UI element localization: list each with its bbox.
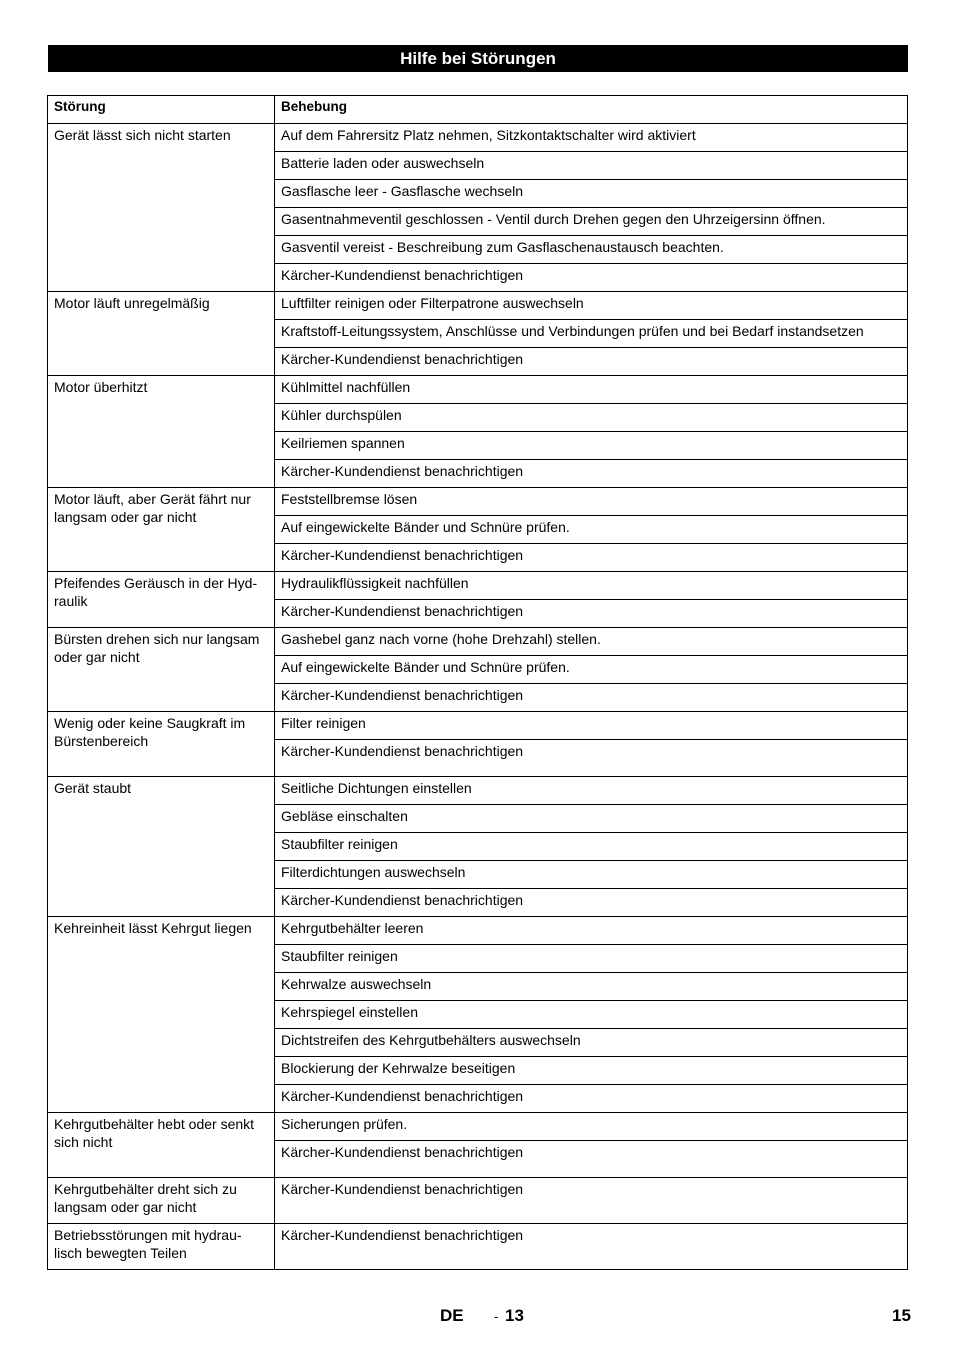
remedy-cell: Filterdichtungen auswechseln [275,861,908,889]
remedy-cell: Kühlmittel nachfüllen [275,376,908,404]
remedy-cell: Seitliche Dichtungen einstellen [275,777,908,805]
remedy-cell: Luftfilter reinigen oder Filterpatrone auswechseln [275,292,908,320]
table-row [48,488,908,516]
fault-cell: Gerät lässt sich nicht starten [48,124,275,292]
remedy-cell: Dichtstreifen des Kehrgutbehälters auswechseln [275,1029,908,1057]
fault-cell: Motor läuft, aber Gerät fährt nur langsam oder gar nicht [48,488,275,572]
fault-cell: Motor überhitzt [48,376,275,488]
fault-cell: Wenig oder keine Saugkraft im Bürstenbereich [48,712,275,777]
remedy-cell: Auf eingewickelte Bänder und Schnüre prüfen. [275,656,908,684]
remedy-cell: Kärcher-Kundendienst benachrichtigen [275,1178,908,1224]
table-row [48,376,908,404]
remedy-cell: Gashebel ganz nach vorne (hohe Drehzahl) stellen. [275,628,908,656]
remedy-cell: Kärcher-Kundendienst benachrichtigen [275,460,908,488]
remedy-cell: Gasventil vereist - Beschreibung zum Gasflaschenaustausch beachten. [275,236,908,264]
fault-cell: Bürsten drehen sich nur langsam oder gar nicht [48,628,275,712]
footer-language: DE [440,1306,464,1325]
table-body [48,124,908,1270]
remedy-cell: Kehrwalze auswechseln [275,973,908,1001]
fault-cell: Motor läuft unregelmäßig [48,292,275,376]
section-title-bar [48,45,908,72]
table-row [48,917,908,945]
table-header-row [48,96,908,124]
remedy-cell: Staubfilter reinigen [275,833,908,861]
page-title: Hilfe bei Störungen [400,48,556,68]
remedy-cell: Batterie laden oder auswechseln [275,152,908,180]
table-row [48,712,908,740]
remedy-cell: Kühler durchspülen [275,404,908,432]
remedy-cell: Blockierung der Kehrwalze beseitigen [275,1057,908,1085]
table-row [48,1224,908,1270]
table-row [48,1178,908,1224]
remedy-cell: Staubfilter reinigen [275,945,908,973]
remedy-cell: Kärcher-Kundendienst benachrichtigen [275,544,908,572]
fault-cell: Pfeifendes Geräusch in der Hyd-raulik [48,572,275,628]
column-header-remedy: Behebung [275,96,908,124]
remedy-cell: Kärcher-Kundendienst benachrichtigen [275,889,908,917]
footer-dash: - [494,1309,499,1324]
remedy-cell: Gasflasche leer - Gasflasche wechseln [275,180,908,208]
table-row [48,628,908,656]
remedy-cell: Keilriemen spannen [275,432,908,460]
footer-section-page: 13 [505,1306,524,1325]
column-header-fault: Störung [48,96,275,124]
remedy-cell: Kraftstoff-Leitungssystem, Anschlüsse und Verbindungen prüfen und bei Bedarf instandsetzen [275,320,908,348]
remedy-cell: Kärcher-Kundendienst benachrichtigen [275,740,908,777]
remedy-cell: Kärcher-Kundendienst benachrichtigen [275,1141,908,1178]
remedy-cell: Gebläse einschalten [275,805,908,833]
fault-cell: Kehrgutbehälter hebt oder senkt sich nicht [48,1113,275,1178]
remedy-cell: Filter reinigen [275,712,908,740]
remedy-cell: Auf eingewickelte Bänder und Schnüre prüfen. [275,516,908,544]
remedy-cell: Kärcher-Kundendienst benachrichtigen [275,684,908,712]
troubleshooting-table [47,95,908,1270]
remedy-cell: Kehrspiegel einstellen [275,1001,908,1029]
fault-cell: Kehrgutbehälter dreht sich zu langsam oder gar nicht [48,1178,275,1224]
fault-cell: Gerät staubt [48,777,275,917]
footer-page-number: 15 [892,1306,911,1325]
remedy-cell: Kehrgutbehälter leeren [275,917,908,945]
remedy-cell: Kärcher-Kundendienst benachrichtigen [275,264,908,292]
remedy-cell: Auf dem Fahrersitz Platz nehmen, Sitzkontaktschalter wird aktiviert [275,124,908,152]
fault-cell: Kehreinheit lässt Kehrgut liegen [48,917,275,1113]
remedy-cell: Kärcher-Kundendienst benachrichtigen [275,1224,908,1270]
remedy-cell: Kärcher-Kundendienst benachrichtigen [275,600,908,628]
remedy-cell: Kärcher-Kundendienst benachrichtigen [275,348,908,376]
remedy-cell: Sicherungen prüfen. [275,1113,908,1141]
table-row [48,777,908,805]
table-row [48,1113,908,1141]
fault-cell: Betriebsstörungen mit hydrau-lisch bewegten Teilen [48,1224,275,1270]
remedy-cell: Gasentnahmeventil geschlossen - Ventil durch Drehen gegen den Uhrzeigersinn öffnen. [275,208,908,236]
remedy-cell: Kärcher-Kundendienst benachrichtigen [275,1085,908,1113]
remedy-cell: Hydraulikflüssigkeit nachfüllen [275,572,908,600]
table-row [48,292,908,320]
remedy-cell: Feststellbremse lösen [275,488,908,516]
table-row [48,124,908,152]
table-row [48,572,908,600]
